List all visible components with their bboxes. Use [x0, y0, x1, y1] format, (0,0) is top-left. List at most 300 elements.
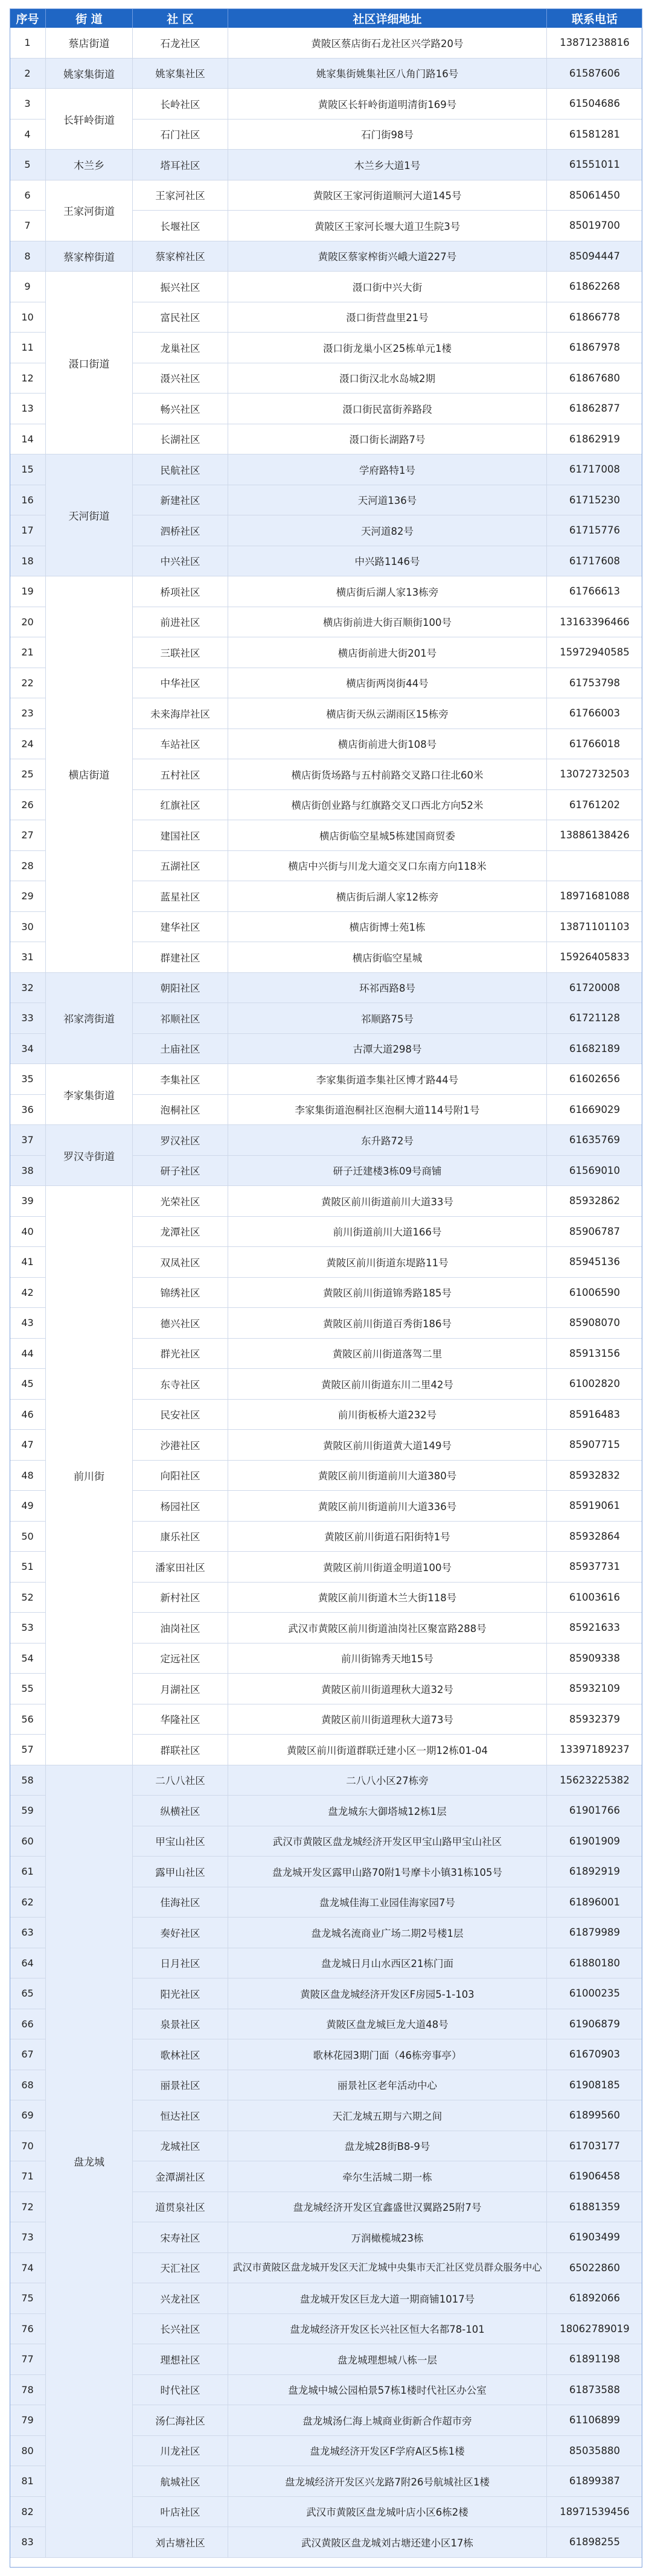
- community-name: 德兴社区: [133, 1308, 228, 1339]
- community-phone: 61906458: [547, 2161, 642, 2192]
- row-number: 1: [10, 28, 46, 59]
- community-phone: 18971539456: [547, 2497, 642, 2528]
- community-name: 泡桐社区: [133, 1095, 228, 1126]
- street-name: 木兰乡: [46, 150, 133, 180]
- community-phone: 61581281: [547, 120, 642, 150]
- community-name: 叶店社区: [133, 2497, 228, 2528]
- community-address: 盘龙城28街B8-9号: [228, 2131, 547, 2162]
- community-phone: 61867680: [547, 363, 642, 394]
- community-phone: 61106899: [547, 2405, 642, 2436]
- community-phone: 85909338: [547, 1643, 642, 1674]
- row-number: 31: [10, 942, 46, 973]
- street-name: 姚家集街道: [46, 59, 133, 89]
- community-address: 前川街锦秀天地15号: [228, 1643, 547, 1674]
- community-name: 金潭湖社区: [133, 2161, 228, 2192]
- community-phone: 61635769: [547, 1125, 642, 1156]
- community-name: 研子社区: [133, 1156, 228, 1187]
- community-name: 向阳社区: [133, 1461, 228, 1491]
- community-name: 双凤社区: [133, 1247, 228, 1278]
- community-phone: 85932109: [547, 1674, 642, 1704]
- community-phone: 61002820: [547, 1369, 642, 1400]
- row-number: 83: [10, 2527, 46, 2558]
- community-name: 康乐社区: [133, 1522, 228, 1552]
- community-address: 黄陂区前川街道前川大道33号: [228, 1186, 547, 1217]
- row-number: 53: [10, 1613, 46, 1643]
- community-address: 黄陂区前川街道木兰大街118号: [228, 1583, 547, 1613]
- community-name: 富民社区: [133, 302, 228, 333]
- community-phone: 85906787: [547, 1217, 642, 1248]
- row-number: 77: [10, 2344, 46, 2375]
- community-name: 滠兴社区: [133, 363, 228, 394]
- community-name: 畅兴社区: [133, 394, 228, 424]
- community-address: 盘龙城日月山水西区21栋门面: [228, 1948, 547, 1979]
- community-phone: 61862919: [547, 424, 642, 455]
- row-number: 58: [10, 1765, 46, 1796]
- community-name: 恒达社区: [133, 2100, 228, 2131]
- community-name: 三联社区: [133, 637, 228, 668]
- community-address: 丽景社区老年活动中心: [228, 2070, 547, 2101]
- community-name: 理想社区: [133, 2344, 228, 2375]
- community-name: 华隆社区: [133, 1704, 228, 1735]
- community-name: 佳海社区: [133, 1887, 228, 1918]
- community-phone: 61896001: [547, 1887, 642, 1918]
- row-number: 64: [10, 1948, 46, 1979]
- community-address: 黄陂区王家河街道顺河大道145号: [228, 180, 547, 211]
- row-number: 18: [10, 546, 46, 577]
- row-number: 72: [10, 2192, 46, 2223]
- community-name: 丽景社区: [133, 2070, 228, 2101]
- community-name: 朝阳社区: [133, 973, 228, 1004]
- community-name: 长堰社区: [133, 211, 228, 241]
- community-address: 武汉黄陂区盘龙城刘古塘还建小区17栋: [228, 2527, 547, 2558]
- street-name: 横店街道: [46, 576, 133, 973]
- community-phone: 61000235: [547, 1978, 642, 2009]
- row-number: 41: [10, 1247, 46, 1278]
- community-name: 龙城社区: [133, 2131, 228, 2162]
- community-address: 武汉市黄陂区前川街道油岗社区聚富路288号: [228, 1613, 547, 1643]
- community-address: 盘龙城汤仁海上城商业街新合作超市旁: [228, 2405, 547, 2436]
- header-community: 社 区: [133, 8, 228, 28]
- row-number: 13: [10, 394, 46, 424]
- community-phone: 85937731: [547, 1552, 642, 1583]
- row-number: 16: [10, 485, 46, 516]
- row-number: 73: [10, 2222, 46, 2253]
- community-phone: 13163396466: [547, 607, 642, 638]
- row-number: 56: [10, 1704, 46, 1735]
- community-phone: 13871238816: [547, 28, 642, 59]
- community-phone: 61715776: [547, 515, 642, 546]
- row-number: 37: [10, 1125, 46, 1156]
- community-phone: 61766003: [547, 698, 642, 729]
- street-name: 王家河街道: [46, 180, 133, 241]
- row-number: 81: [10, 2466, 46, 2497]
- community-address: 横店街两岗街44号: [228, 668, 547, 699]
- community-name: 群联社区: [133, 1735, 228, 1765]
- community-name: 长湖社区: [133, 424, 228, 455]
- community-phone: 61891198: [547, 2344, 642, 2375]
- row-number: 76: [10, 2314, 46, 2345]
- row-number: 35: [10, 1064, 46, 1095]
- row-number: 47: [10, 1430, 46, 1461]
- row-number: 36: [10, 1095, 46, 1126]
- community-phone: 85932864: [547, 1522, 642, 1552]
- community-address: 横店街临空星城: [228, 942, 547, 973]
- community-name: 王家河社区: [133, 180, 228, 211]
- row-number: 4: [10, 120, 46, 150]
- community-name: 罗汉社区: [133, 1125, 228, 1156]
- community-phone: 61901909: [547, 1826, 642, 1857]
- community-address: 横店街后湖人家13栋旁: [228, 576, 547, 607]
- row-number: 60: [10, 1826, 46, 1857]
- community-name: 长兴社区: [133, 2314, 228, 2345]
- community-name: 潘家田社区: [133, 1552, 228, 1583]
- community-address: 盘龙城经济开发区宜鑫盛世汉翼路25附7号: [228, 2192, 547, 2223]
- community-name: 航城社区: [133, 2466, 228, 2497]
- community-name: 油岗社区: [133, 1613, 228, 1643]
- row-number: 44: [10, 1339, 46, 1369]
- row-number: 12: [10, 363, 46, 394]
- community-phone: 61879989: [547, 1918, 642, 1948]
- community-address: 横店街货场路与五村前路交叉路口往北60米: [228, 759, 547, 790]
- row-number: 9: [10, 272, 46, 302]
- community-address: 黄陂区长轩岭街道明清街169号: [228, 89, 547, 120]
- community-address: 黄陂区王家河长堰大道卫生院3号: [228, 211, 547, 241]
- community-name: 奏好社区: [133, 1918, 228, 1948]
- community-name: 道贯泉社区: [133, 2192, 228, 2223]
- row-number: 32: [10, 973, 46, 1004]
- community-name: 纵横社区: [133, 1796, 228, 1826]
- community-address: 滠口街汉北水岛城2期: [228, 363, 547, 394]
- community-address: 李家集街道泡桐社区泡桐大道114号附1号: [228, 1095, 547, 1126]
- row-number: 50: [10, 1522, 46, 1552]
- community-address: 天汇龙城五期与六期之间: [228, 2100, 547, 2131]
- community-name: 前进社区: [133, 607, 228, 638]
- community-phone: 61866778: [547, 302, 642, 333]
- row-number: 30: [10, 912, 46, 943]
- community-name: 群建社区: [133, 942, 228, 973]
- community-address: 石门街98号: [228, 120, 547, 150]
- community-name: 民航社区: [133, 454, 228, 485]
- community-phone: 61881359: [547, 2192, 642, 2223]
- community-phone: 61715230: [547, 485, 642, 516]
- community-phone: 61873588: [547, 2375, 642, 2406]
- community-phone: 61892919: [547, 1857, 642, 1887]
- row-number: 55: [10, 1674, 46, 1704]
- row-number: 78: [10, 2375, 46, 2406]
- community-phone: 61721128: [547, 1003, 642, 1034]
- community-phone: 61867978: [547, 333, 642, 363]
- community-address: 黄陂区盘龙城巨龙大道48号: [228, 2009, 547, 2040]
- row-number: 14: [10, 424, 46, 455]
- community-name: 五村社区: [133, 759, 228, 790]
- row-number: 26: [10, 790, 46, 821]
- row-number: 69: [10, 2100, 46, 2131]
- community-phone: 85913156: [547, 1339, 642, 1369]
- community-phone: 85945136: [547, 1247, 642, 1278]
- community-address: 武汉市黄陂区盘龙城开发区天汇龙城中央集市天汇社区党员群众服务中心: [228, 2253, 547, 2284]
- row-number: 17: [10, 515, 46, 546]
- community-address: 黄陂区蔡家榨街兴峨大道227号: [228, 241, 547, 272]
- community-address: 盘龙城开发区露甲山路70附1号摩卡小镇31栋105号: [228, 1857, 547, 1887]
- row-number: 22: [10, 668, 46, 699]
- row-number: 80: [10, 2436, 46, 2467]
- community-address: 黄陂区前川街道前川大道380号: [228, 1461, 547, 1491]
- community-phone: 61703177: [547, 2131, 642, 2162]
- community-phone: 61761202: [547, 790, 642, 821]
- community-name: 新村社区: [133, 1583, 228, 1613]
- community-address: 横店街前进大街201号: [228, 637, 547, 668]
- community-address: 黄陂区前川街道理秋大道32号: [228, 1674, 547, 1704]
- community-address: 黄陂区前川街道东堤路11号: [228, 1247, 547, 1278]
- community-address: 黄陂区蔡店街石龙社区兴学路20号: [228, 28, 547, 59]
- community-name: 蔡家榨社区: [133, 241, 228, 272]
- community-phone: 85907715: [547, 1430, 642, 1461]
- community-phone: 61504686: [547, 89, 642, 120]
- community-address: 滠口街民富街养路段: [228, 394, 547, 424]
- community-name: 土庙社区: [133, 1034, 228, 1065]
- community-name: 东寺社区: [133, 1369, 228, 1400]
- community-address: 黄陂区前川街道前川大道336号: [228, 1491, 547, 1522]
- community-address: 横店街博士苑1栋: [228, 912, 547, 943]
- row-number: 65: [10, 1978, 46, 2009]
- community-name: 中兴社区: [133, 546, 228, 577]
- community-address: 盘龙城名流商业广场二期2号楼1层: [228, 1918, 547, 1948]
- community-name: 泗桥社区: [133, 515, 228, 546]
- community-name: 红旗社区: [133, 790, 228, 821]
- community-address: 黄陂区前川街道百秀街186号: [228, 1308, 547, 1339]
- community-address: 学府路特1号: [228, 454, 547, 485]
- community-name: 甲宝山社区: [133, 1826, 228, 1857]
- community-address: 盘龙城东大御塔城12栋1层: [228, 1796, 547, 1826]
- row-number: 57: [10, 1735, 46, 1765]
- community-address: 盘龙城开发区巨龙大道一期商铺1017号: [228, 2283, 547, 2314]
- community-name: 建华社区: [133, 912, 228, 943]
- community-phone: 85921633: [547, 1613, 642, 1643]
- community-phone: 61766018: [547, 729, 642, 760]
- row-number: 59: [10, 1796, 46, 1826]
- community-address: 歌林花园3期门面（46栋旁事亭）: [228, 2039, 547, 2070]
- community-address: 黄陂区前川街道群联迁建小区一期12栋01-04: [228, 1735, 547, 1765]
- community-name: 蓝星社区: [133, 881, 228, 912]
- community-phone: 13871101103: [547, 912, 642, 943]
- community-name: 石门社区: [133, 120, 228, 150]
- community-address: 武汉市黄陂区盘龙城叶店小区6栋2楼: [228, 2497, 547, 2528]
- community-address: 前川街道前川大道166号: [228, 1217, 547, 1248]
- community-name: 桥项社区: [133, 576, 228, 607]
- community-address: 古潭大道298号: [228, 1034, 547, 1065]
- community-phone: 61880180: [547, 1948, 642, 1979]
- community-name: 月湖社区: [133, 1674, 228, 1704]
- community-name: 塔耳社区: [133, 150, 228, 180]
- community-phone: 61670903: [547, 2039, 642, 2070]
- community-address: 横店街天纵云湖雨区15栋旁: [228, 698, 547, 729]
- community-phone: 13886138426: [547, 820, 642, 851]
- community-name: 群光社区: [133, 1339, 228, 1369]
- community-name: 露甲山社区: [133, 1857, 228, 1887]
- community-phone: 85932379: [547, 1704, 642, 1735]
- row-number: 70: [10, 2131, 46, 2162]
- community-name: 沙港社区: [133, 1430, 228, 1461]
- header-street: 街 道: [46, 8, 133, 28]
- row-number: 75: [10, 2283, 46, 2314]
- header-phone: 联系电话: [547, 8, 642, 28]
- community-address: 横店街创业路与红旗路交叉口西北方向52米: [228, 790, 547, 821]
- community-phone: 18971681088: [547, 881, 642, 912]
- community-phone: 85061450: [547, 180, 642, 211]
- row-number: 20: [10, 607, 46, 638]
- community-name: 宋寿社区: [133, 2222, 228, 2253]
- community-phone: 85919061: [547, 1491, 642, 1522]
- community-address: 研子迁建楼3栋09号商铺: [228, 1156, 547, 1187]
- community-address: 黄陂区盘龙城经济开发区F房园5-1-103: [228, 1978, 547, 2009]
- row-number: 54: [10, 1643, 46, 1674]
- community-address: 盘龙城理想城八栋一层: [228, 2344, 547, 2375]
- community-address: 李家集街道李集社区博才路44号: [228, 1064, 547, 1095]
- street-name: 长轩岭街道: [46, 89, 133, 150]
- row-number: 67: [10, 2039, 46, 2070]
- community-address: 滠口街长湖路7号: [228, 424, 547, 455]
- community-name: 新建社区: [133, 485, 228, 516]
- row-number: 24: [10, 729, 46, 760]
- community-name: 光荣社区: [133, 1186, 228, 1217]
- row-number: 2: [10, 59, 46, 89]
- community-phone: 61569010: [547, 1156, 642, 1187]
- community-phone: 85035880: [547, 2436, 642, 2467]
- community-phone: 15623225382: [547, 1765, 642, 1796]
- community-phone: 85932862: [547, 1186, 642, 1217]
- community-address: 盘龙城经济开发区兴龙路7附26号航城社区1楼: [228, 2466, 547, 2497]
- row-number: 74: [10, 2253, 46, 2284]
- community-name: 天汇社区: [133, 2253, 228, 2284]
- row-number: 38: [10, 1156, 46, 1187]
- community-address: 横店街临空星城5栋建国商贸委: [228, 820, 547, 851]
- community-phone: 61766613: [547, 576, 642, 607]
- row-number: 49: [10, 1491, 46, 1522]
- row-number: 29: [10, 881, 46, 912]
- community-address: 横店中兴街与川龙大道交叉口东南方向118米: [228, 851, 547, 882]
- community-phone: 61899560: [547, 2100, 642, 2131]
- community-phone: 13072732503: [547, 759, 642, 790]
- community-name: 汤仁海社区: [133, 2405, 228, 2436]
- row-number: 21: [10, 637, 46, 668]
- row-number: 43: [10, 1308, 46, 1339]
- community-name: 泉景社区: [133, 2009, 228, 2040]
- street-name: 李家集街道: [46, 1064, 133, 1125]
- community-phone: 85019700: [547, 211, 642, 241]
- community-phone: 15926405833: [547, 942, 642, 973]
- row-number: 15: [10, 454, 46, 485]
- row-number: 66: [10, 2009, 46, 2040]
- community-name: 姚家集社区: [133, 59, 228, 89]
- row-number: 51: [10, 1552, 46, 1583]
- row-number: 39: [10, 1186, 46, 1217]
- row-number: 33: [10, 1003, 46, 1034]
- row-number: 61: [10, 1857, 46, 1887]
- row-number: 5: [10, 150, 46, 180]
- community-address: 黄陂区前川街道黄大道149号: [228, 1430, 547, 1461]
- community-address: 黄陂区前川街道金明道100号: [228, 1552, 547, 1583]
- community-name: 歌林社区: [133, 2039, 228, 2070]
- community-name: 长岭社区: [133, 89, 228, 120]
- community-address: 盘龙城经济开发区F学府A区5栋1楼: [228, 2436, 547, 2467]
- community-phone: 15972940585: [547, 637, 642, 668]
- community-name: 刘古塘社区: [133, 2527, 228, 2558]
- community-address: 黄陂区前川街道理秋大道73号: [228, 1704, 547, 1735]
- community-phone: 61753798: [547, 668, 642, 699]
- row-number: 71: [10, 2161, 46, 2192]
- row-number: 28: [10, 851, 46, 882]
- community-phone: 61602656: [547, 1064, 642, 1095]
- row-number: 46: [10, 1400, 46, 1430]
- community-name: 定远社区: [133, 1643, 228, 1674]
- community-name: 时代社区: [133, 2375, 228, 2406]
- community-name: 中华社区: [133, 668, 228, 699]
- community-address: 武汉市黄陂区盘龙城经济开发区甲宝山路甲宝山社区: [228, 1826, 547, 1857]
- community-phone: 61901766: [547, 1796, 642, 1826]
- row-number: 62: [10, 1887, 46, 1918]
- row-number: 42: [10, 1278, 46, 1309]
- street-name: 前川街: [46, 1186, 133, 1765]
- community-name: 杨园社区: [133, 1491, 228, 1522]
- community-name: 振兴社区: [133, 272, 228, 302]
- community-phone: 13397189237: [547, 1735, 642, 1765]
- community-name: 祁顺社区: [133, 1003, 228, 1034]
- row-number: 6: [10, 180, 46, 211]
- community-phone: 61908185: [547, 2070, 642, 2101]
- community-phone: 65022860: [547, 2253, 642, 2284]
- community-name: 车站社区: [133, 729, 228, 760]
- row-number: 23: [10, 698, 46, 729]
- community-name: 锦绣社区: [133, 1278, 228, 1309]
- community-phone: 61669029: [547, 1095, 642, 1126]
- row-number: 68: [10, 2070, 46, 2101]
- community-phone: 61906879: [547, 2009, 642, 2040]
- community-phone: 61551011: [547, 150, 642, 180]
- community-phone: 61862268: [547, 272, 642, 302]
- community-address: 万润橄榄城23栋: [228, 2222, 547, 2253]
- community-address: 横店街前进大街百顺街100号: [228, 607, 547, 638]
- community-address: 姚家集街姚集社区八角门路16号: [228, 59, 547, 89]
- community-name: 日月社区: [133, 1948, 228, 1979]
- community-name: 阳光社区: [133, 1978, 228, 2009]
- row-number: 11: [10, 333, 46, 363]
- community-address: 黄陂区前川街道落驾二里: [228, 1339, 547, 1369]
- street-name: 滠口街道: [46, 272, 133, 454]
- community-phone: 61717008: [547, 454, 642, 485]
- row-number: 34: [10, 1034, 46, 1065]
- header-address: 社区详细地址: [228, 8, 547, 28]
- community-phone: 85916483: [547, 1400, 642, 1430]
- community-address: 滠口街中兴大街: [228, 272, 547, 302]
- community-address: 牵尔生活城二期一栋: [228, 2161, 547, 2192]
- community-address: 盘龙城中城公园柏景57栋1楼时代社区办公室: [228, 2375, 547, 2406]
- community-name: 李集社区: [133, 1064, 228, 1095]
- header-no: 序号: [10, 8, 46, 28]
- community-phone: 85908070: [547, 1308, 642, 1339]
- row-number: 25: [10, 759, 46, 790]
- row-number: 40: [10, 1217, 46, 1248]
- community-address: 横店街后湖人家12栋旁: [228, 881, 547, 912]
- community-address: 黄陂区前川街道石阳街特1号: [228, 1522, 547, 1552]
- street-name: 祁家湾街道: [46, 973, 133, 1065]
- community-address: 盘龙城佳海工业园佳海家园7号: [228, 1887, 547, 1918]
- row-number: 10: [10, 302, 46, 333]
- row-number: 3: [10, 89, 46, 120]
- community-address: 横店街前进大街108号: [228, 729, 547, 760]
- community-address: 环祁西路8号: [228, 973, 547, 1004]
- community-address: 滠口街龙巢小区25栋单元1楼: [228, 333, 547, 363]
- street-name: 罗汉寺街道: [46, 1125, 133, 1186]
